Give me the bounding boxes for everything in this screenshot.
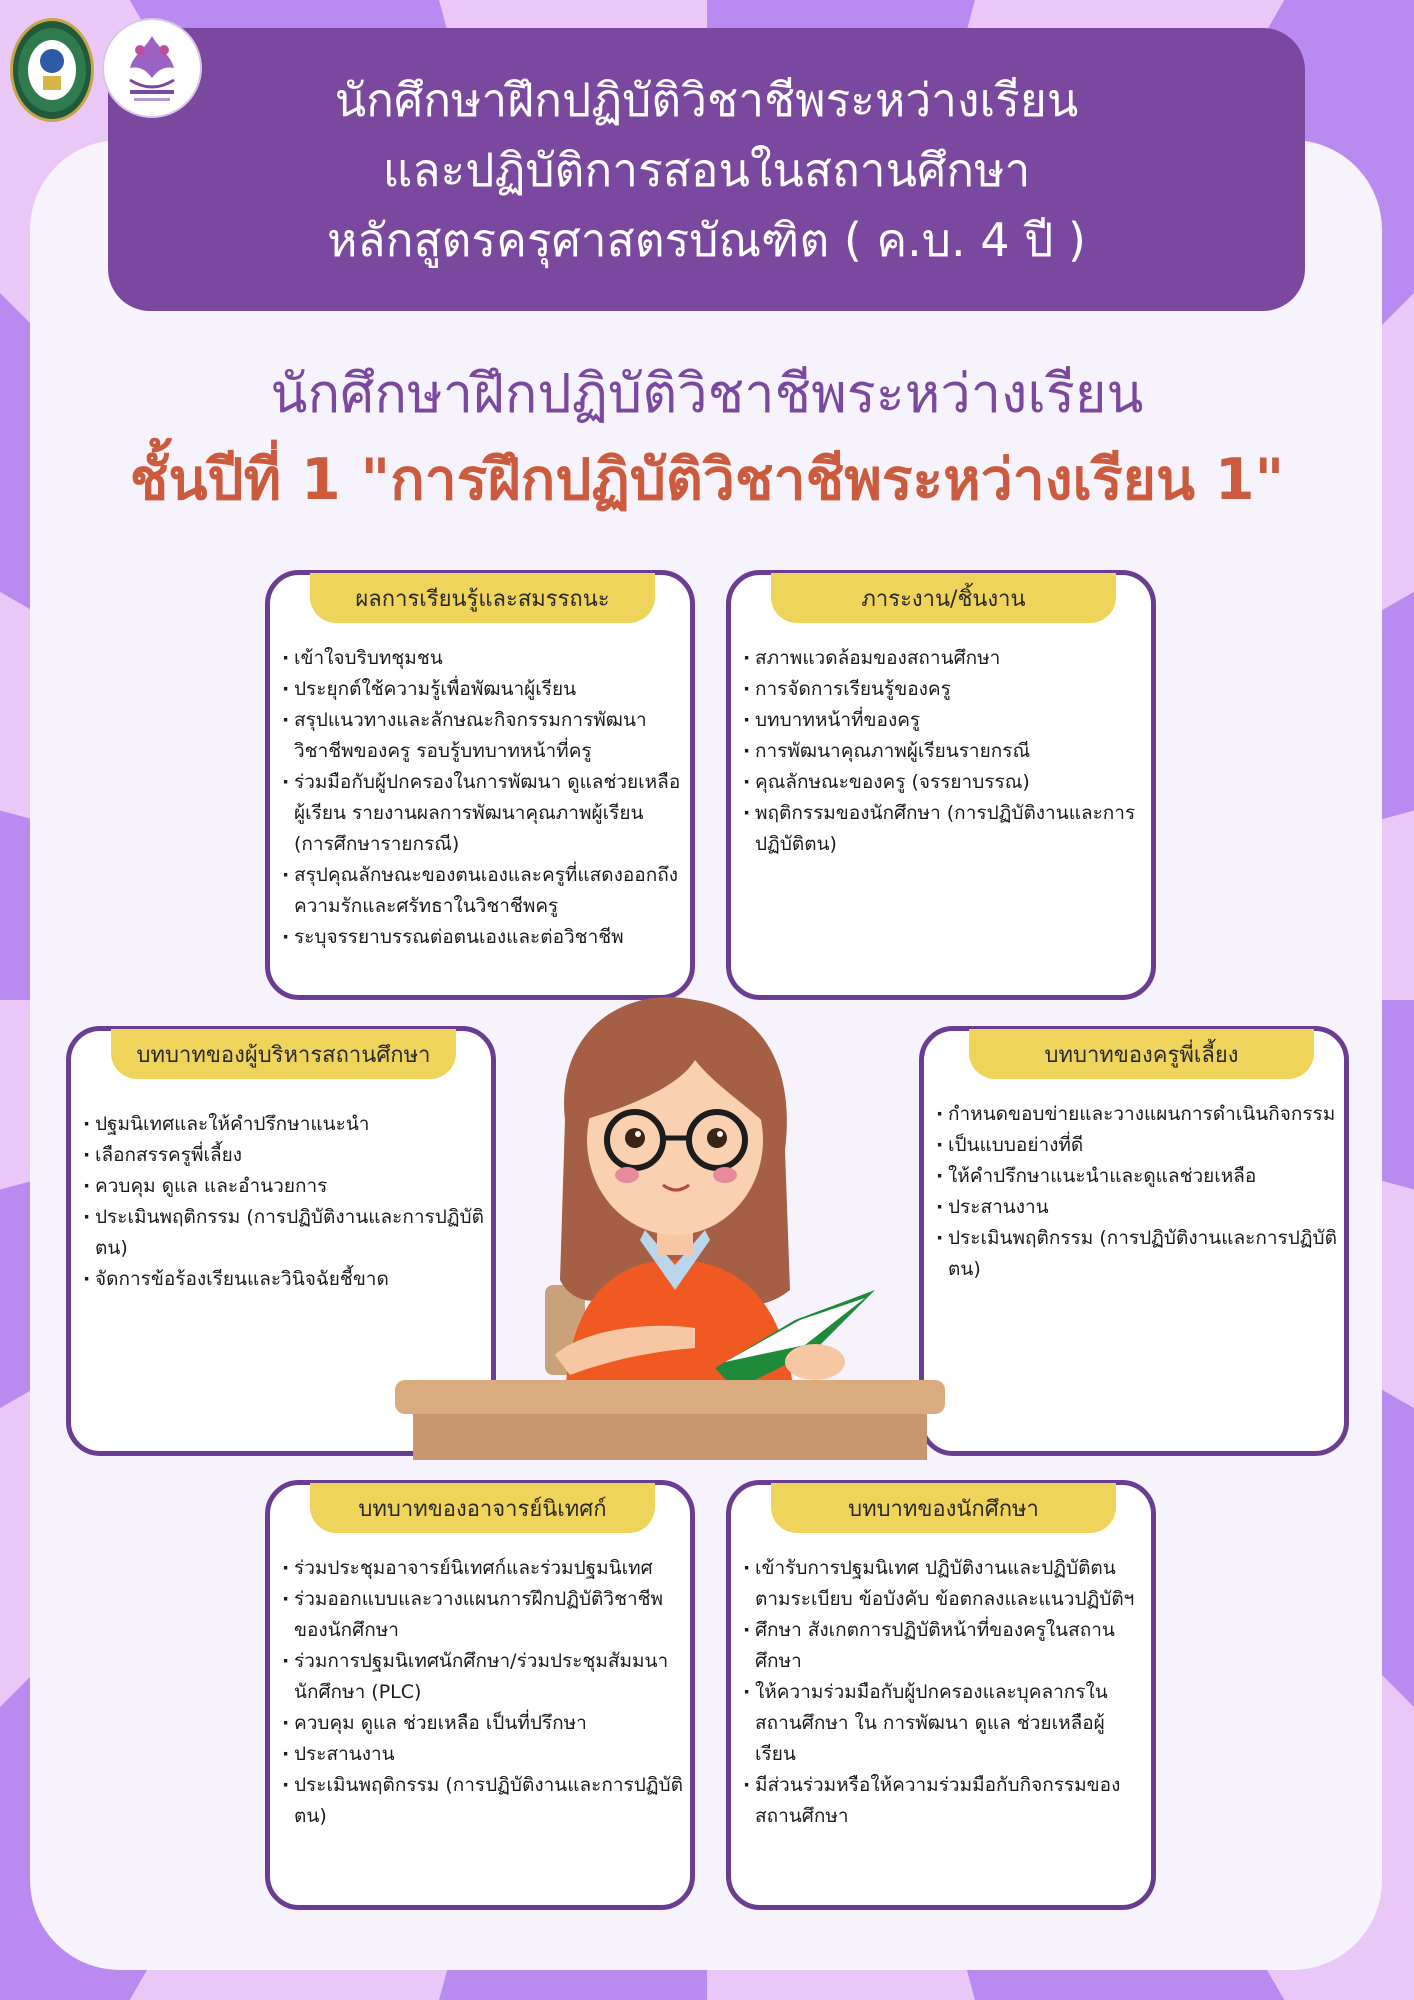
supervisor-list: [280, 1553, 684, 1832]
faculty-of-education-logo-icon: [102, 18, 202, 118]
assignments-box: [726, 570, 1156, 1000]
subtitle-line-2: ชั้นปีที่ 1 "การฝึกปฏิบัติวิชาชีพระหว่างเรียน 1": [129, 447, 1285, 513]
list-item: · ศึกษา สังเกตการปฏิบัติหน้าที่ของครูในสถานศึกษา: [741, 1615, 1145, 1677]
list-item: · ประสานงาน: [280, 1739, 684, 1770]
list-item: · ให้ความร่วมมือกับผู้ปกครองและบุคลากรในสถานศึกษา ใน การพัฒนา ดูแล ช่วยเหลือผู้เรียน: [741, 1677, 1145, 1770]
list-item: · ประเมินพฤติกรรม (การปฏิบัติงานและการปฏิบัติตน): [81, 1202, 485, 1264]
list-item: · ประสานงาน: [934, 1192, 1338, 1223]
header-line: และปฏิบัติการสอนในสถานศึกษา: [382, 142, 1031, 197]
list-item: · ควบคุม ดูแล และอำนวยการ: [81, 1171, 485, 1202]
list-item: · ร่วมประชุมอาจารย์นิเทศก์และร่วมปฐมนิเทศ: [280, 1553, 684, 1584]
administrator-title: บทบาทของผู้บริหารสถานศึกษา: [111, 1029, 456, 1079]
student-title: บทบาทของนักศึกษา: [771, 1483, 1116, 1533]
university-seal-icon: [10, 18, 94, 122]
mentor-list: [934, 1099, 1338, 1285]
assignments-title: ภาระงาน/ชิ้นงาน: [771, 573, 1116, 623]
outcomes-title: ผลการเรียนรู้และสมรรถนะ: [310, 573, 655, 623]
supervisor-box: [265, 1480, 695, 1910]
list-item: · เข้าใจบริบทชุมชน: [280, 643, 684, 674]
list-item: · ร่วมออกแบบและวางแผนการฝึกปฏิบัติวิชาชีพของนักศึกษา: [280, 1584, 684, 1646]
list-item: · ประเมินพฤติกรรม (การปฏิบัติงานและการปฏิบัติตน): [934, 1223, 1338, 1285]
list-item: · ให้คำปรึกษาแนะนำและดูแลช่วยเหลือ: [934, 1161, 1338, 1192]
mentor-box: [919, 1026, 1349, 1456]
student-list: [741, 1553, 1145, 1832]
student-box: [726, 1480, 1156, 1910]
header-banner: [108, 28, 1305, 311]
list-item: · เลือกสรรครูพี่เลี้ยง: [81, 1140, 485, 1171]
list-item: · ระบุจรรยาบรรณต่อตนเองและต่อวิชาชีพ: [280, 922, 684, 953]
list-item: · สภาพแวดล้อมของสถานศึกษา: [741, 643, 1145, 674]
list-item: · คุณลักษณะของครู (จรรยาบรรณ): [741, 767, 1145, 798]
list-item: · สรุปแนวทางและลักษณะกิจกรรมการพัฒนาวิชาชีพของครู รอบรู้บทบาทหน้าที่ครู: [280, 705, 684, 767]
list-item: · ร่วมมือกับผู้ปกครองในการพัฒนา ดูแลช่วยเหลือผู้เรียน รายงานผลการพัฒนาคุณภาพผู้เรียน (การศึกษารายกรณี): [280, 767, 684, 860]
list-item: · จัดการข้อร้องเรียนและวินิจฉัยชี้ขาด: [81, 1264, 485, 1295]
header-line: นักศึกษาฝึกปฏิบัติวิชาชีพระหว่างเรียน: [334, 72, 1079, 127]
list-item: · บทบาทหน้าที่ของครู: [741, 705, 1145, 736]
list-item: · การจัดการเรียนรู้ของครู: [741, 674, 1145, 705]
list-item: · เข้ารับการปฐมนิเทศ ปฏิบัติงานและปฏิบัติตนตามระเบียบ ข้อบังคับ ข้อตกลงและแนวปฏิบัติฯ: [741, 1553, 1145, 1615]
list-item: · เป็นแบบอย่างที่ดี: [934, 1130, 1338, 1161]
header-line: หลักสูตรครุศาสตรบัณฑิต ( ค.บ. 4 ปี ): [327, 212, 1086, 267]
supervisor-title: บทบาทของอาจารย์นิเทศก์: [310, 1483, 655, 1533]
list-item: · ประยุกต์ใช้ความรู้เพื่อพัฒนาผู้เรียน: [280, 674, 684, 705]
subtitle-line-1: นักศึกษาฝึกปฏิบัติวิชาชีพระหว่างเรียน: [270, 362, 1144, 425]
list-item: · กำหนดขอบข่ายและวางแผนการดำเนินกิจกรรม: [934, 1099, 1338, 1130]
list-item: · มีส่วนร่วมหรือให้ความร่วมมือกับกิจกรรมของสถานศึกษา: [741, 1770, 1145, 1832]
list-item: · สรุปคุณลักษณะของตนเองและครูที่แสดงออกถึง ความรักและศรัทธาในวิชาชีพครู: [280, 860, 684, 922]
outcomes-box: [265, 570, 695, 1000]
list-item: · พฤติกรรมของนักศึกษา (การปฏิบัติงานและการปฏิบัติตน): [741, 798, 1145, 860]
outcomes-list: [280, 643, 684, 953]
list-item: · การพัฒนาคุณภาพผู้เรียนรายกรณี: [741, 736, 1145, 767]
assignments-list: [741, 643, 1145, 860]
teacher-reading-book-icon: [395, 990, 945, 1460]
list-item: · ร่วมการปฐมนิเทศนักศึกษา/ร่วมประชุมสัมมนานักศึกษา (PLC): [280, 1646, 684, 1708]
mentor-title: บทบาทของครูพี่เลี้ยง: [969, 1029, 1314, 1079]
list-item: · ควบคุม ดูแล ช่วยเหลือ เป็นที่ปรึกษา: [280, 1708, 684, 1739]
list-item: · ปฐมนิเทศและให้คำปรึกษาแนะนำ: [81, 1109, 485, 1140]
list-item: · ประเมินพฤติกรรม (การปฏิบัติงานและการปฏิบัติตน): [280, 1770, 684, 1832]
